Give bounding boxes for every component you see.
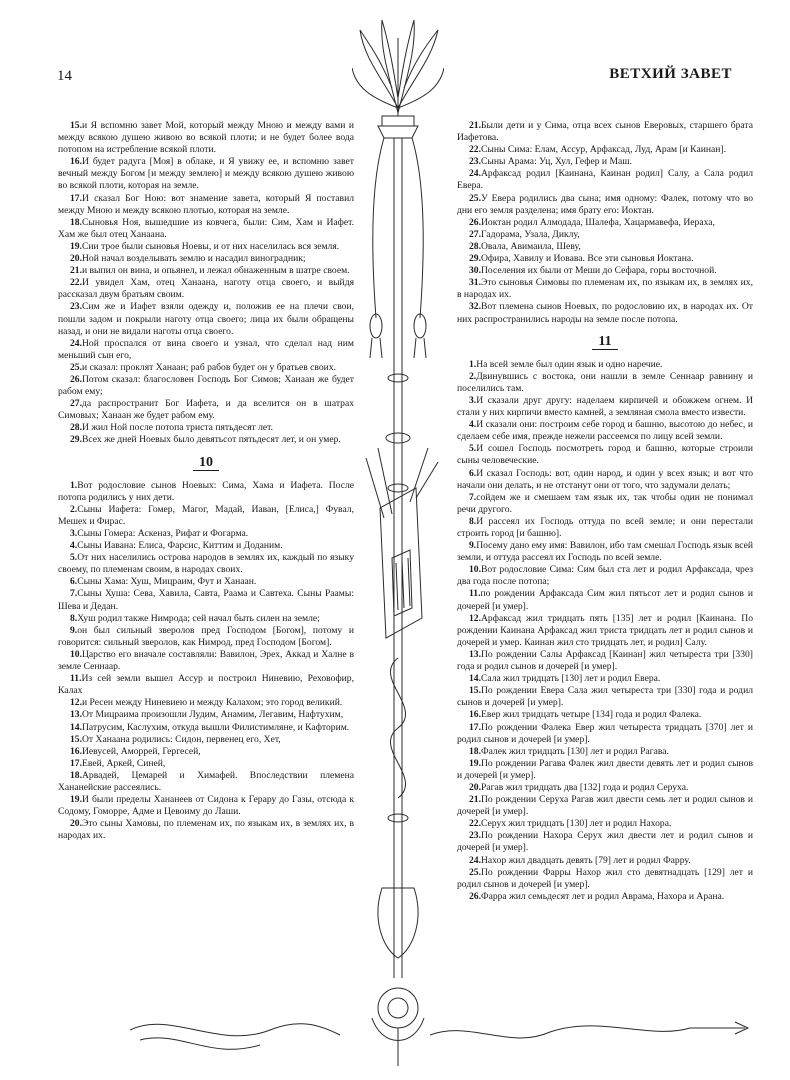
verse-text: да распространит Бог Иафета, и да вселится он в шатрах Симовых; Ханаан же будет рабом ему. [58,398,354,422]
verse-number: 10. [469,564,481,576]
verse [457,359,753,371]
verse-number: 16. [469,709,481,721]
verse [457,855,753,867]
verse [58,552,354,576]
left-verses-bottom [58,480,354,843]
verse-text: Рагав жил тридцать два [132] года и родил Серуха. [481,781,689,793]
verse [457,156,753,168]
verse-text: По рождении Рагава Фалек жил двести девять лет и родил сынов и дочерей [и умер]. [457,757,753,781]
verse-number: 28. [469,240,481,252]
verse [457,540,753,564]
verse [457,758,753,782]
verse-text: От них населились острова народов в землях их, каждый по языку своему, по племенам своим, в народах своих. [58,552,354,576]
verse [457,229,753,241]
verse-text: Сыны Хуша: Сева, Хавила, Савта, Раама и Савтеха. Сыны Раамы: Шева и Дедан. [58,588,354,612]
verse [58,241,354,253]
verse-number: 18. [469,745,481,757]
verse-number: 26. [469,890,481,902]
running-head: ВЕТХИЙ ЗАВЕТ [609,66,732,82]
verse-number: 13. [469,648,481,660]
verse-text: сойдем же и смешаем там язык их, так чтобы один не понимал речи другого. [457,491,753,515]
verse-number: 18. [70,769,82,781]
verse [58,540,354,552]
verse [58,362,354,374]
verse-text: И сказали они: построим себе город и башню, высотою до небес, и сделаем себе имя, прежде нежели рассеемся по лицу всей земли. [457,419,753,443]
scroll-flourish-icon [130,990,750,1070]
verse [457,419,753,443]
verse-text: Ной начал возделывать землю и насадил виноградник; [82,253,306,265]
verse-number: 15. [70,733,82,745]
verse-text: И увидел Хам, отец Ханаана, наготу отца своего, и выйдя рассказал двум братьям своим. [58,277,354,301]
verse-number: 11. [469,588,481,600]
left-verses-top [58,120,354,447]
verse-number: 21. [469,120,481,131]
verse [58,625,354,649]
verse-text: и Ресен между Ниневиею и между Калахом; это город великий. [82,697,343,709]
verse-number: 13. [70,709,82,721]
verse-number: 27. [469,228,481,240]
verse-text: И будет радуга [Моя] в облаке, и Я увижу ее, и вспомню завет вечный между Богом [и между землею] и между всякою душею живою во всякой плоти, которая на земле. [58,156,354,192]
verse-text: И рассеял их Господь оттуда по всей земле; и они перестали строить город [и башню]. [457,515,753,539]
verse-text: Сыновья Ноя, вышедшие из ковчега, были: Сим, Хам и Иафет. Хам же был отец Ханаана. [58,216,354,240]
verse-text: Вот племена сынов Ноевых, по родословию их, в народах их. От них распространились народы на земле после потопа. [457,301,753,325]
verse [58,794,354,818]
verse [58,528,354,540]
verse [457,492,753,516]
verse [457,468,753,492]
verse-text: Вот родословие Сима: Сим был ста лет и родил Арфаксада, чрез два года после потопа; [457,564,753,588]
verse-text: У Евера родились два сына; имя одному: Фалек, потому что во дни его земля разделена; имя брату его: Иоктан. [457,192,753,216]
verse-text: И сказали друг другу: наделаем кирпичей и обожжем огнем. И стали у них кирпичи вместо камней, а земляная смола вместо извести. [457,394,753,419]
verse [457,794,753,818]
verse-text: Арфаксад жил тридцать пять [135] лет и родил [Каинана. По рождении Каинана Арфаксад жил триста тридцать лет и родил сынов и дочерей и умер. Каинан жил сто тридцать лет, и родил] Салу. [457,612,753,648]
verse-number: 11. [70,673,82,685]
verse [58,770,354,794]
verse [58,504,354,528]
verse-number: 24. [469,168,481,180]
verse [457,193,753,217]
verse-text: и выпил он вина, и опьянел, и лежал обнаженным в шатре своем. [82,265,350,277]
right-column [457,120,753,903]
verse-number: 17. [70,192,82,204]
verse [58,301,354,337]
verse [58,734,354,746]
verse-text: по рождении Арфаксада Сим жил пятьсот лет и родил сынов и дочерей [и умер]. [457,588,753,612]
verse-text: Офира, Хавилу и Иовава. Все эти сыновья Иоктана. [481,253,694,265]
verse-number: 16. [70,745,82,757]
verse [457,891,753,903]
verse-text: По рождении Нахора Серух жил двести лет и родил сынов и дочерей [и умер]. [457,830,753,854]
verse [457,782,753,794]
verse-text: и Я вспомню завет Мой, который между Мною и между вами и между всякою душею живою во всякой плоти; и не будет более вода потопом на истребление всякой плоти. [58,120,354,156]
verse-number: 21. [469,794,481,806]
verse [457,253,753,265]
verse-text: Иоктан родил Алмодада, Шалефа, Хацармавефа, Иераха, [481,216,715,228]
verse [457,395,753,419]
verse [457,277,753,301]
right-verses-top [457,120,753,326]
chapter-number: 10 [193,457,219,471]
verse [457,722,753,746]
verse-number: 26. [70,373,82,385]
verse-number: 21. [70,265,82,277]
verse-text: Фалек жил тридцать [130] лет и родил Рагава. [481,745,669,757]
verse-text: Арвадей, Цемарей и Химафей. Впоследствии племена Хананейские рассеялись. [58,769,354,793]
verse [457,168,753,192]
verse-text: Поселения их были от Меши до Сефара, горы восточной. [481,265,717,277]
verse [58,576,354,588]
verse-number: 22. [70,277,82,289]
verse [457,144,753,156]
verse [58,398,354,422]
verse-number: 1. [70,479,78,491]
verse-number: 24. [469,854,481,866]
verse-text: По рождении Евера Сала жил четыреста три [330] года и родил сынов и дочерей [и умер]. [457,685,753,709]
verse [58,613,354,625]
verse-text: И были пределы Хананеев от Сидона к Герару до Газы, отсюда к Содому, Гоморре, Адме и Цевоиму до Лаши. [58,794,354,818]
verse-number: 4. [469,419,477,431]
verse-text: Потом сказал: благословен Господь Бог Симов; Ханаан же будет рабом ему; [58,373,354,398]
verse-number: 8. [70,612,78,624]
verse-text: Сии трое были сыновья Ноевы, и от них населилась вся земля. [82,240,340,252]
verse-number: 9. [469,540,477,552]
chapter-number: 11 [592,336,617,350]
verse-number: 12. [469,612,481,624]
verse-number: 23. [469,830,481,842]
verse-number: 10. [70,648,82,660]
verse [58,746,354,758]
verse-number: 1. [469,358,477,370]
verse-text: Были дети и у Сима, отца всех сынов Еверовых, старшего брата Иафетова. [457,120,753,144]
verse-text: Это сыновья Симовы по племенам их, по языкам их, в землях их, в народах их. [457,277,753,301]
verse [58,673,354,697]
verse-number: 5. [70,552,78,564]
verse [457,217,753,229]
verse [457,867,753,891]
verse-text: И сказал Господь: вот, один народ, и один у всех язык; и вот что начали они делать, и не отстанут они от того, что задумали делать; [457,467,753,491]
verse-number: 20. [469,781,481,793]
verse [58,709,354,721]
verse-text: Гадорама, Узала, Диклу, [481,228,580,240]
verse [457,746,753,758]
verse-text: Сыны Иафета: Гомер, Магог, Мадай, Иаван, [Елиса,] Фувал, Мешех и Фирас. [58,503,354,527]
verse [58,374,354,398]
verse-number: 31. [469,277,481,289]
verse [58,818,354,842]
verse-number: 7. [469,491,477,503]
verse [58,217,354,241]
verse-text: Евер жил тридцать четыре [134] года и родил Фалека. [481,709,702,721]
verse-text: Сыны Гомера: Аскеназ, Рифат и Фогарма. [77,528,249,539]
verse-number: 14. [70,721,82,733]
verse-text: По рождении Салы Арфаксад [Каинан] жил четыреста три [330] года и родил сынов и дочерей [и умер]. [457,648,753,673]
verse [457,120,753,144]
verse-text: и сказал: проклят Ханаан; раб рабов будет он у братьев своих. [82,361,337,373]
verse-text: От Мицраима произошли Лудим, Анамим, Легавим, Нафтухим, [82,709,344,721]
verse [58,480,354,504]
verse-number: 8. [469,515,477,527]
verse-number: 23. [469,156,481,168]
verse-text: И жил Ной после потопа триста пятьдесят лет. [82,422,273,434]
verse-text: От Ханаана родились: Сидон, первенец его, Хет, [82,733,281,745]
verse-text: Сыны Хама: Хуш, Мицраим, Фут и Ханаан. [77,576,257,588]
verse-number: 12. [70,697,82,709]
verse-text: Овала, Авимаила, Шеву, [481,240,581,252]
verse-text: Сим же и Иафет взяли одежду и, положив ее на плечи свои, пошли задом и покрыли наготу отца своего; лица их были обращены назад, и они не видали наготы отца своего. [58,301,354,337]
verse-number: 2. [469,370,477,382]
verse [58,265,354,277]
verse [457,818,753,830]
left-column [58,120,354,842]
verse [457,685,753,709]
verse-text: Это сыны Хамовы, по племенам их, по языкам их, в землях их, в народах их. [58,818,354,842]
verse-number: 19. [70,240,82,252]
verse-text: он был сильный зверолов пред Господом [Богом], потому и говорится: сильный зверолов, как Нимрод, пред Господом [Богом]. [58,624,354,648]
verse [58,697,354,709]
verse-text: Сала жил тридцать [130] лет и родил Евера. [481,673,661,685]
verse-number: 16. [70,156,82,168]
verse-number: 3. [469,394,477,406]
verse-number: 28. [70,422,82,434]
verse-text: Нахор жил двадцать девять [79] лет и родил Фарру. [481,854,691,866]
verse-number: 19. [70,794,82,806]
verse [457,830,753,854]
verse-number: 19. [469,757,481,769]
verse-number: 17. [469,721,481,733]
verse [457,443,753,467]
verse-text: Царство его вначале составляли: Вавилон, Эрех, Аккад и Халне в земле Сеннаар. [58,648,354,673]
verse [58,422,354,434]
verse [457,588,753,612]
verse-number: 15. [70,120,82,131]
verse-number: 7. [70,588,78,600]
verse [58,434,354,446]
verse-text: Двинувшись с востока, они нашли в земле Сеннаар равнину и поселились там. [457,370,753,394]
verse [58,588,354,612]
verse-number: 15. [469,685,481,697]
verse-text: Патрусим, Каслухим, откуда вышли Филистимляне, и Кафторим. [82,721,350,733]
verse-number: 22. [469,144,481,156]
verse [58,649,354,673]
verse [58,722,354,734]
page-number: 14 [57,68,72,84]
verse [457,564,753,588]
verse [58,156,354,192]
verse [457,516,753,540]
verse-text: По рождении Серуха Рагав жил двести семь лет и родил сынов и дочерей [и умер]. [457,794,753,818]
verse-number: 5. [469,443,477,455]
verse-number: 29. [469,253,481,265]
verse [457,241,753,253]
verse [58,120,354,156]
verse [457,301,753,325]
verse-number: 3. [70,528,78,539]
verse-text: Всех же дней Ноевых было девятьсот пятьдесят лет, и он умер. [82,434,341,446]
chapter-heading-10 [58,454,354,471]
verse-text: Вот родословие сынов Ноевых: Сима, Хама и Иафета. После потопа родились у них дети. [58,479,354,503]
chapter-heading-11 [457,333,753,350]
verse-number: 4. [70,540,78,552]
verse-text: Сыны Арама: Уц, Хул, Гефер и Маш. [481,156,633,168]
verse-number: 25. [469,192,481,204]
verse-text: Посему дано ему имя: Вавилон, ибо там смешал Господь язык всей земли, и оттуда рассеял их Господь по всей земле. [457,540,753,564]
verse-number: 32. [469,301,481,313]
verse [457,709,753,721]
verse-text: И сошел Господь посмотреть город и башню, которые строили сыны человеческие. [457,443,753,467]
verse [58,277,354,301]
verse [58,758,354,770]
verse-number: 20. [70,253,82,265]
verse [457,265,753,277]
verse-text: Хуш родил также Нимрода; сей начал быть силен на земле; [77,612,320,624]
verse-number: 25. [469,866,481,878]
verse [457,673,753,685]
verse-text: Ной проспался от вина своего и узнал, что сделал над ним меньший сын его, [58,337,354,361]
verse-text: Иевусей, Аморрей, Гергесей, [82,745,201,757]
verse-text: По рождении Фалека Евер жил четыреста тридцать [370] лет и родил сынов и дочерей [и умер]. [457,721,753,745]
verse-text: Арфаксад родил [Каинана, Каинан родил] Салу, а Сала родил Евера. [457,168,753,192]
verse-text: Фарра жил семьдесят лет и родил Аврама, Нахора и Арана. [481,890,725,902]
verse-number: 27. [70,398,82,410]
verse-number: 22. [469,818,481,830]
verse [58,338,354,362]
verse-text: Евей, Аркей, Синей, [82,757,166,769]
verse-text: Серух жил тридцать [130] лет и родил Нахора. [481,818,672,830]
verse [58,193,354,217]
verse-text: И сказал Бог Ною: вот знамение завета, который Я поставил между Мною и между всякою плотью, которая на земле. [58,192,354,216]
verse [58,253,354,265]
verse-number: 6. [469,467,477,479]
verse-number: 2. [70,503,78,515]
verse-text: На всей земле был один язык и одно наречие. [476,358,663,370]
verse-number: 14. [469,673,481,685]
verse-text: Из сей земли вышел Ассур и построил Ниневию, Реховофир, Калах [58,673,354,697]
verse-number: 23. [70,301,82,313]
verse-number: 17. [70,757,82,769]
verse-number: 18. [70,216,82,228]
verse-number: 25. [70,361,82,373]
verse [457,649,753,673]
verse-text: По рождении Фарры Нахор жил сто девятнадцать [129] лет и родил сынов и дочерей [и умер]. [457,866,753,890]
verse-text: Сыны Сима: Елам, Ассур, Арфаксад, Луд, Арам [и Каинан]. [481,144,726,156]
verse-text: Сыны Иавана: Елиса, Фарсис, Киттим и Доданим. [77,540,283,552]
right-verses-bottom [457,359,753,903]
verse-number: 24. [70,337,82,349]
verse-number: 20. [70,818,82,830]
verse-number: 26. [469,216,481,228]
verse-number: 9. [70,624,78,636]
verse [457,613,753,649]
decorative-column-icon [352,18,444,1068]
verse [457,371,753,395]
verse-number: 30. [469,265,481,277]
verse-number: 6. [70,576,78,588]
verse-number: 29. [70,434,82,446]
